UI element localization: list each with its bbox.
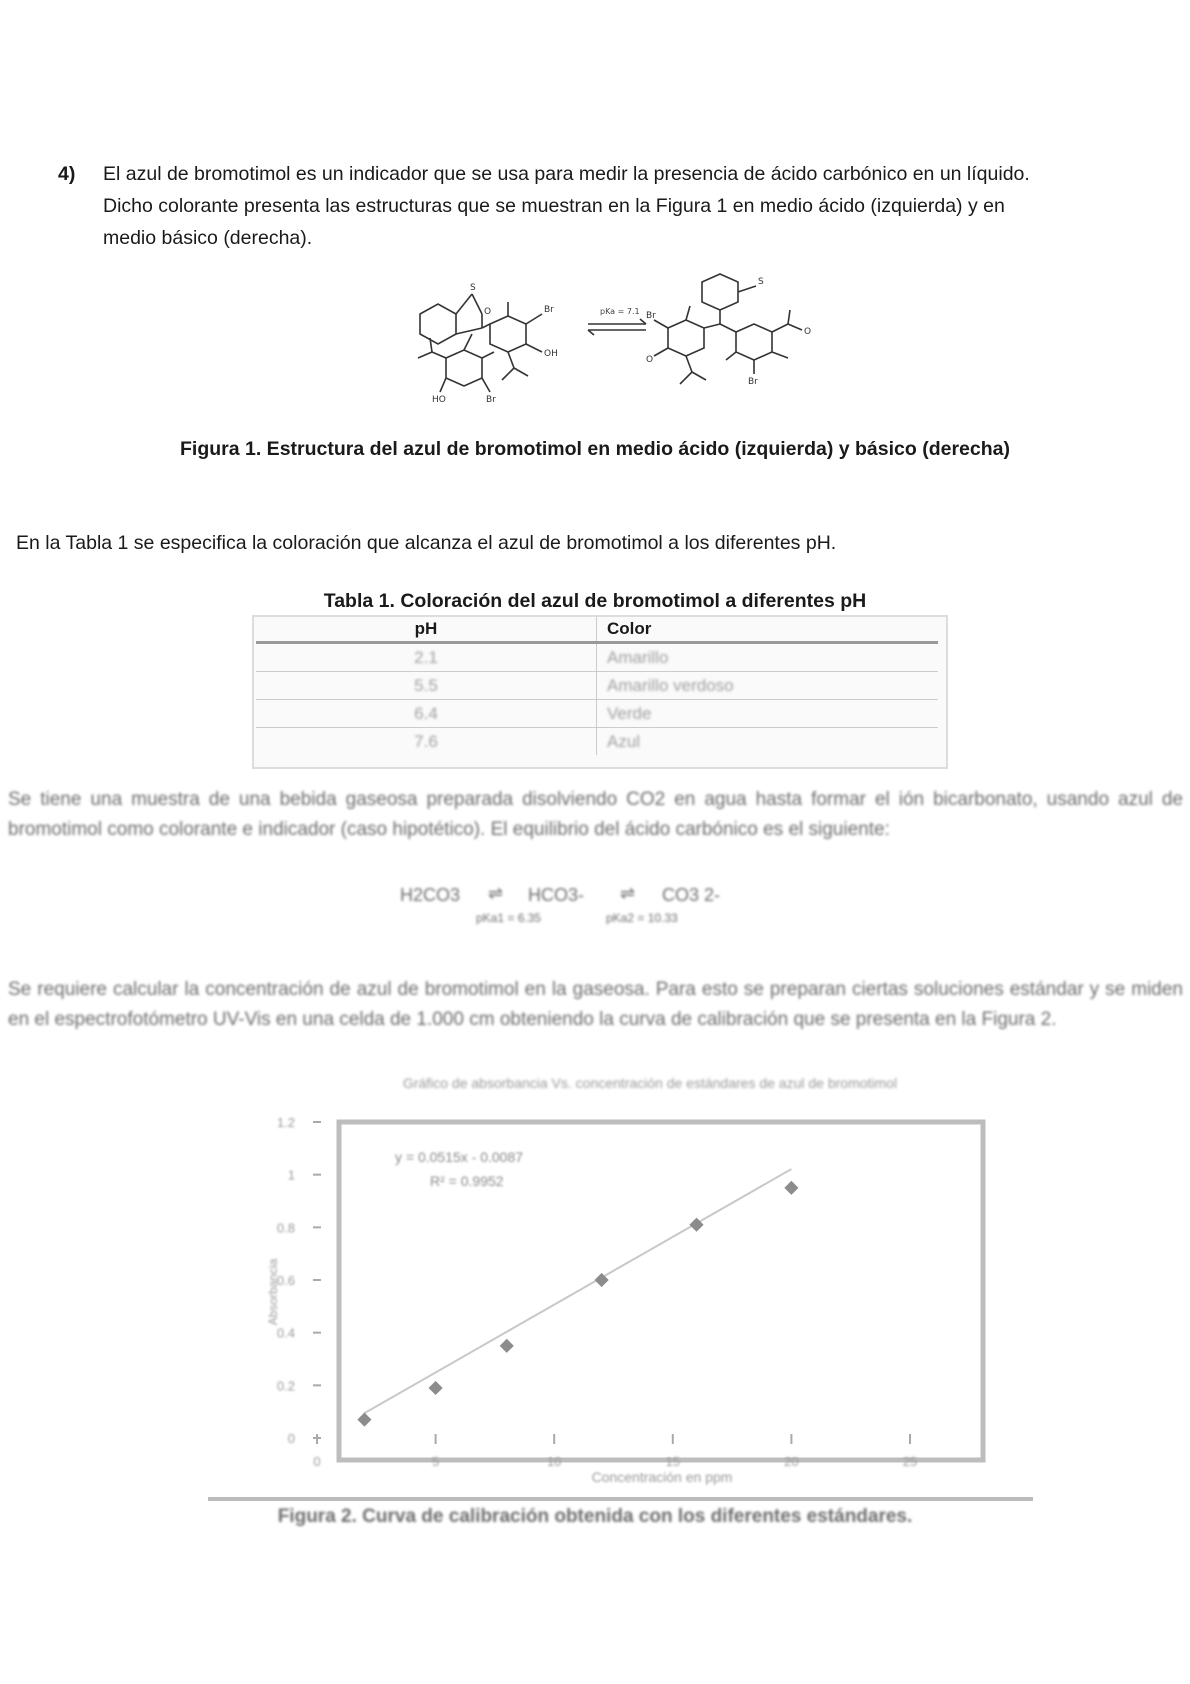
atom-label-br: Br [646,311,656,321]
calibration-chart [255,1070,995,1490]
x-tick-label: 10 [546,1454,562,1469]
y-axis-label: Absorbancia [266,1258,280,1326]
atom-label-br: Br [544,305,554,315]
question-number: 4) [58,163,76,185]
x-tick-label: 25 [902,1454,918,1469]
x-tick-label: 5 [431,1454,440,1469]
table-row [256,643,938,672]
y-tick-label: 0.8 [276,1220,295,1236]
y-tick-label: 0.6 [276,1273,295,1288]
figure2-divider [208,1497,1033,1501]
y-tick-label: 1 [287,1167,295,1183]
equilibrium-arrow-icon: ⇌ [620,883,636,903]
chart-title: Gráfico de absorbancia Vs. concentración de estándares de azul de bromotimol [402,1075,898,1091]
calibration-paragraph: Se requiere calcular la concentración de azul de bromotimol en la gaseosa. Para esto se preparan ciertas soluciones estándar y se miden en el espectrofotómetro UV-Vis en una celda de 1.000 cm obteniendo la curva de calibración que se presenta en la Figura 2. [8,979,1183,1030]
x-tick-label: 0 [313,1454,321,1469]
table-cell-ph: 2.1 [256,643,597,672]
atom-label-o: O [804,327,812,337]
equilibrium-arrow-label: pKa = 7.1 [600,307,640,316]
y-tick-label: 0.4 [276,1325,295,1341]
question-text [103,158,1183,254]
atom-label-br: Br [748,377,758,387]
y-tick-label: 0 [287,1431,295,1446]
table-cell-color: Amarillo verdoso [597,672,939,700]
x-tick-label: 15 [665,1454,681,1469]
table-cell-ph: 5.5 [256,672,597,700]
atom-label-ho: HO [432,395,446,405]
table-header-ph: pH [256,617,597,643]
table1 [256,617,938,755]
table1-caption: Tabla 1. Coloración del azul de bromotimol a diferentes pH [323,590,867,612]
table-intro-paragraph: En la Tabla 1 se especifica la coloración que alcanza el azul de bromotimol a los diferentes pH. [16,532,837,554]
table-header-color: Color [597,617,939,643]
question-block [58,158,1183,254]
figure1-caption: Figura 1. Estructura del azul de bromotimol en medio ácido (izquierda) y básico (derecha) [180,438,1010,460]
table-row [256,700,938,728]
figure2-caption: Figura 2. Curva de calibración obtenida con los diferentes estándares. [277,1506,913,1527]
question-line: medio básico (derecha). [103,227,313,249]
table-header-row [256,617,938,643]
table-cell-ph: 7.6 [256,728,597,756]
table-cell-color: Azul [597,728,939,756]
sample-paragraph: Se tiene una muestra de una bebida gaseosa preparada disolviendo CO2 en agua hasta formar el ión bicarbonato, usando azul de bromotimol como colorante e indicador (caso hipotético). El equilibrio del ácido carbónico es el siguiente: [8,789,1183,840]
figure1-structures [410,272,1000,420]
species-h2co3: H2CO3 [400,885,461,905]
trendline-equation: y = 0.0515x - 0.0087 [395,1149,524,1165]
y-tick-label: 0.2 [276,1378,295,1394]
atom-label-o: O [484,307,492,317]
pka2-label: pKa2 = 10.33 [606,911,678,925]
question-line: El azul de bromotimol es un indicador que se usa para medir la presencia de ácido carbónico en un líquido. [103,163,1030,185]
table-cell-color: Amarillo [597,643,939,672]
table-cell-color: Verde [597,700,939,728]
table-row [256,672,938,700]
atom-label-s: S [758,277,764,287]
r-squared-label: R² = 0.9952 [430,1173,504,1189]
y-tick-label: 1.2 [276,1115,295,1130]
question-line: Dicho colorante presenta las estructuras que se muestran en la Figura 1 en medio ácido (izquierda) y en [103,195,1005,217]
atom-label-s: S [470,283,476,293]
table-cell-ph: 6.4 [256,700,597,728]
atom-label-oh: OH [544,349,558,359]
pka1-label: pKa1 = 6.35 [476,911,542,925]
equilibrium-arrow-icon: ⇌ [488,883,504,903]
species-hco3: HCO3- [528,885,585,905]
x-tick-label: 20 [784,1454,799,1469]
table-row [256,728,938,756]
x-axis-label: Concentración en ppm [591,1469,733,1485]
atom-label-o: O [646,355,654,365]
species-co3: CO3 2- [662,885,721,905]
atom-label-br: Br [486,395,496,405]
